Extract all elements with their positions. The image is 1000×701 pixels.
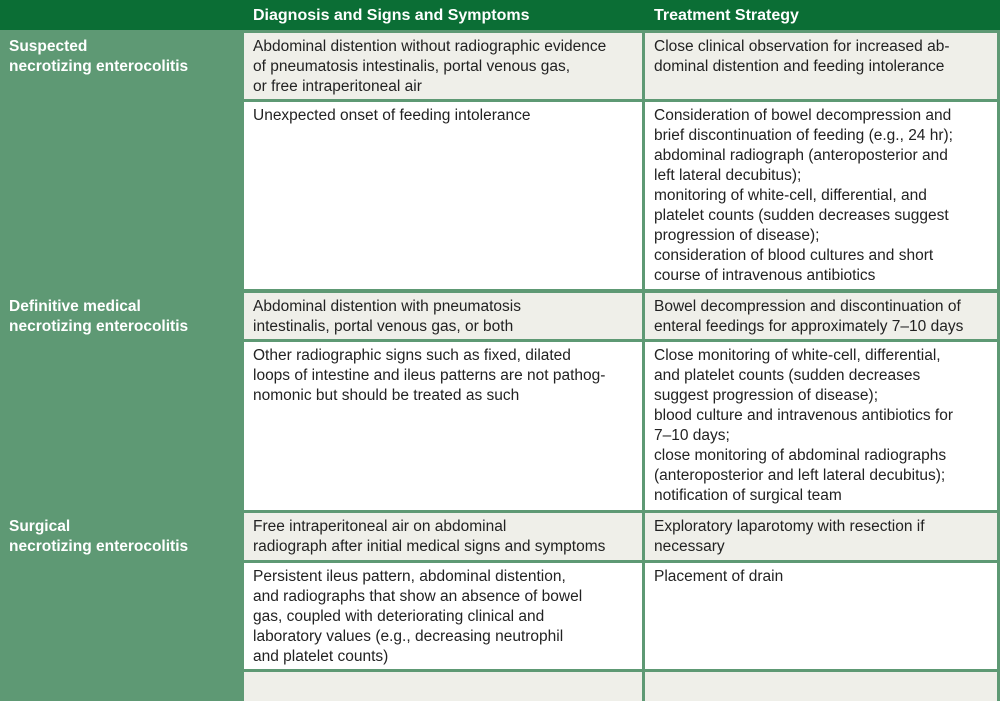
diagnosis-cell: Free intraperitoneal air on abdominal radiograph after initial medical signs and symptoms xyxy=(244,513,642,560)
treatment-cell: Close clinical observation for increased ab- dominal distention and feeding intolerance xyxy=(645,33,997,99)
header-col-stage xyxy=(0,0,241,30)
diagnosis-cell: Abdominal distention without radiographic evidence of pneumatosis intestinalis, portal venous gas, or free intraperitoneal air xyxy=(244,33,642,99)
treatment-cell: Exploratory laparotomy with resection if necessary xyxy=(645,513,997,560)
diagnosis-cell: Other radiographic signs such as fixed, dilated loops of intestine and ileus patterns are not pathog- nomonic but should be treated as such xyxy=(244,342,642,510)
treatment-cell: Bowel decompression and discontinuation of enteral feedings for approximately 7–10 days xyxy=(645,293,997,339)
footer-cell xyxy=(244,672,642,701)
header-col-diagnosis: Diagnosis and Signs and Symptoms xyxy=(253,7,530,24)
stage-suspected-label: Suspected necrotizing enterocolitis xyxy=(9,38,189,75)
stage-definitive-label: Definitive medical necrotizing enterocolitis xyxy=(9,298,189,335)
stage-surgical-label: Surgical necrotizing enterocolitis xyxy=(9,518,189,555)
footer-cell xyxy=(645,672,997,701)
treatment-cell: Close monitoring of white-cell, differential, and platelet counts (sudden decreases suggest progression of disease); blood culture and intravenous antibiotics for 7–10 days; close monitoring of abdominal radiographs (anteroposterior and left lateral decubitus); notification of surgical team xyxy=(645,342,997,510)
diagnosis-cell: Unexpected onset of feeding intolerance xyxy=(244,102,642,289)
treatment-cell: Consideration of bowel decompression and brief discontinuation of feeding (e.g., 24 hr); abdominal radiograph (anteroposterior and left lateral decubitus); monitoring of white-cell, differential, and platelet counts (sudden decreases suggest progression of disease); consideration of blood cultures and short course of intravenous antibiotics xyxy=(645,102,997,289)
diagnosis-cell: Persistent ileus pattern, abdominal distention, and radiographs that show an absence of bowel gas, coupled with deteriorating clinical and laboratory values (e.g., decreasing neutrophil and platelet counts) xyxy=(244,563,642,669)
header-col-treatment: Treatment Strategy xyxy=(654,7,799,24)
diagnosis-cell: Abdominal distention with pneumatosis intestinalis, portal venous gas, or both xyxy=(244,293,642,339)
treatment-cell: Placement of drain xyxy=(645,563,997,669)
